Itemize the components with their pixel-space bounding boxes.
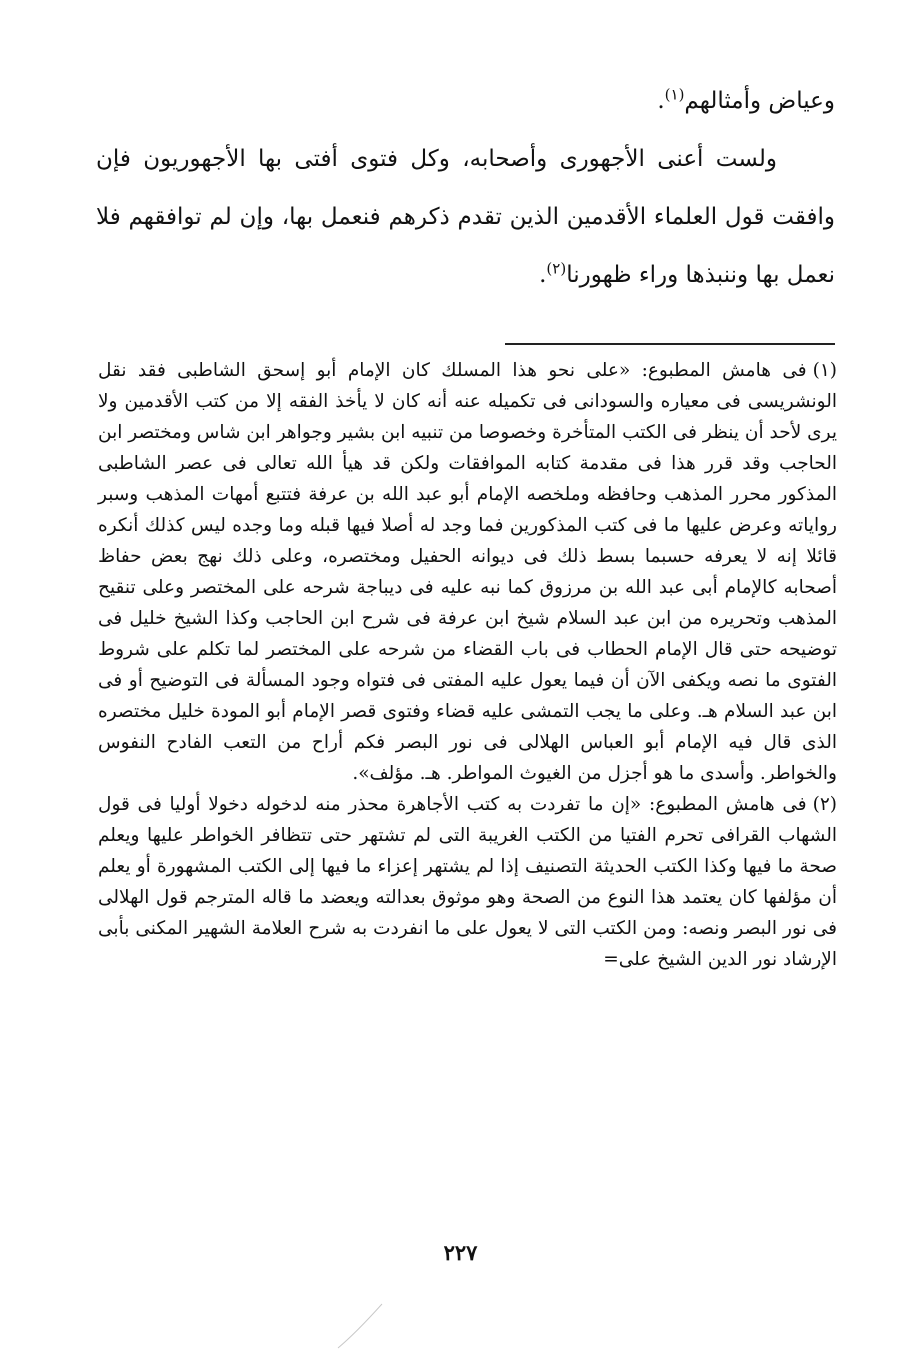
footnote-2 (98, 789, 837, 975)
footnote-1-marker: (١) (812, 360, 837, 381)
main-line-1-text: وعياض وأمثالهم (684, 88, 835, 114)
footnotes (98, 355, 837, 975)
main-paragraph-2-end: . (539, 262, 547, 288)
footnote-1-text: فى هامش المطبوع: «على نحو هذا المسلك كان الإمام أبو إسحق الشاطبى فقد نقل الونشريسى فى معياره والسودانى فى تكميله عنه أنه كان لا يأخذ الفقه إلا من كتب الأقدمين ولا يرى لأحد أن ينظر فى الكتب المتأخرة وخصوصا من تنبيه ابن بشير وجواهر ابن شاس ومختصر ابن الحاجب وقد قرر هذا فى مقدمة كتابه الموافقات ولكن قد هيأ الله تعالى فى عصر الشاطبى المذكور محرر المذهب وحافظه وملخصه الإمام أبو عبد الله بن عرفة فتتبع أمهات المذهب وسبر رواياته وعرض عليها ما فى كتب المذكورين فما وجد له أصلا فيها قبله وما وجده ليس كذلك أنكره قائلا إنه لا يعرفه حسبما بسط ذلك فى ديوانه الحفيل ومختصره، وعلى ذلك نهج بعض حفاظ أصحابه كالإمام أبى عبد الله بن مرزوق كما نبه عليه فى ديباجة شرحه على المختصر وعلى تنقيح المذهب وتحريره من ابن عبد السلام شيخ ابن عرفة فى شرح ابن الحاجب وكذا الشيخ خليل فى توضيحه حتى قال الإمام الحطاب فى باب القضاء من شرحه على المختصر لما تكلم على شروط الفتوى ما نصه ويكفى الآن أن فيما يعول عليه المفتى فى فتواه وجود المسألة فى التوضيح أو فى ابن عبد السلام هـ. وعلى ما يجب التمشى عليه قضاء وفتوى قصر الإمام أبو المودة خليل مختصره الذى قال فيه الإمام أبو العباس الهلالى فى نور البصر فكم أراح من التعب الفادح النفوس والخواطر. وأسدى ما هو أجزل من الغيوث المواطر. هـ. مؤلف». (98, 360, 837, 784)
main-paragraph-2-text: ولست أعنى الأجهورى وأصحابه، وكل فتوى أفتى بها الأجهوريون فإن وافقت قول العلماء الأقدمين الذين تقدم ذكرهم فنعمل بها، وإن لم توافقهم فلا نعمل بها وننبذها وراء ظهورنا (96, 146, 835, 288)
footnote-separator (505, 343, 835, 345)
footnote-ref-1: (١) (664, 85, 685, 104)
main-line-1-end: . (657, 88, 665, 114)
main-text (96, 72, 835, 304)
pencil-mark-decoration (330, 1300, 390, 1350)
footnote-2-marker: (٢) (812, 794, 837, 815)
main-paragraph-2 (96, 130, 835, 304)
footnote-1 (98, 355, 837, 789)
main-line-1 (96, 72, 835, 130)
footnote-2-text: فى هامش المطبوع: «إن ما تفردت به كتب الأجاهرة محذر منه لدخوله دخولا أوليا فى قول الشهاب القرافى تحرم الفتيا من الكتب الغريبة التى لم تشتهر حتى تتظافر الخواطر عليها ويعلم صحة ما فيها وكذا الكتب الحديثة التصنيف إذا لم يشتهر إعزاء ما فيها إلى الكتب المشهورة أو يعلم أن مؤلفها كان يعتمد هذا النوع من الصحة وهو موثوق بعدالته ويعضد ما قاله المترجم قول الهلالى فى نور البصر ونصه: ومن الكتب التى لا يعول على ما انفردت به شرح العلامة الشهير المكنى بأبى الإرشاد نور الدين الشيخ على= (98, 794, 837, 970)
footnote-ref-2: (٢) (546, 259, 567, 278)
page-number: ٢٢٧ (443, 1240, 478, 1265)
